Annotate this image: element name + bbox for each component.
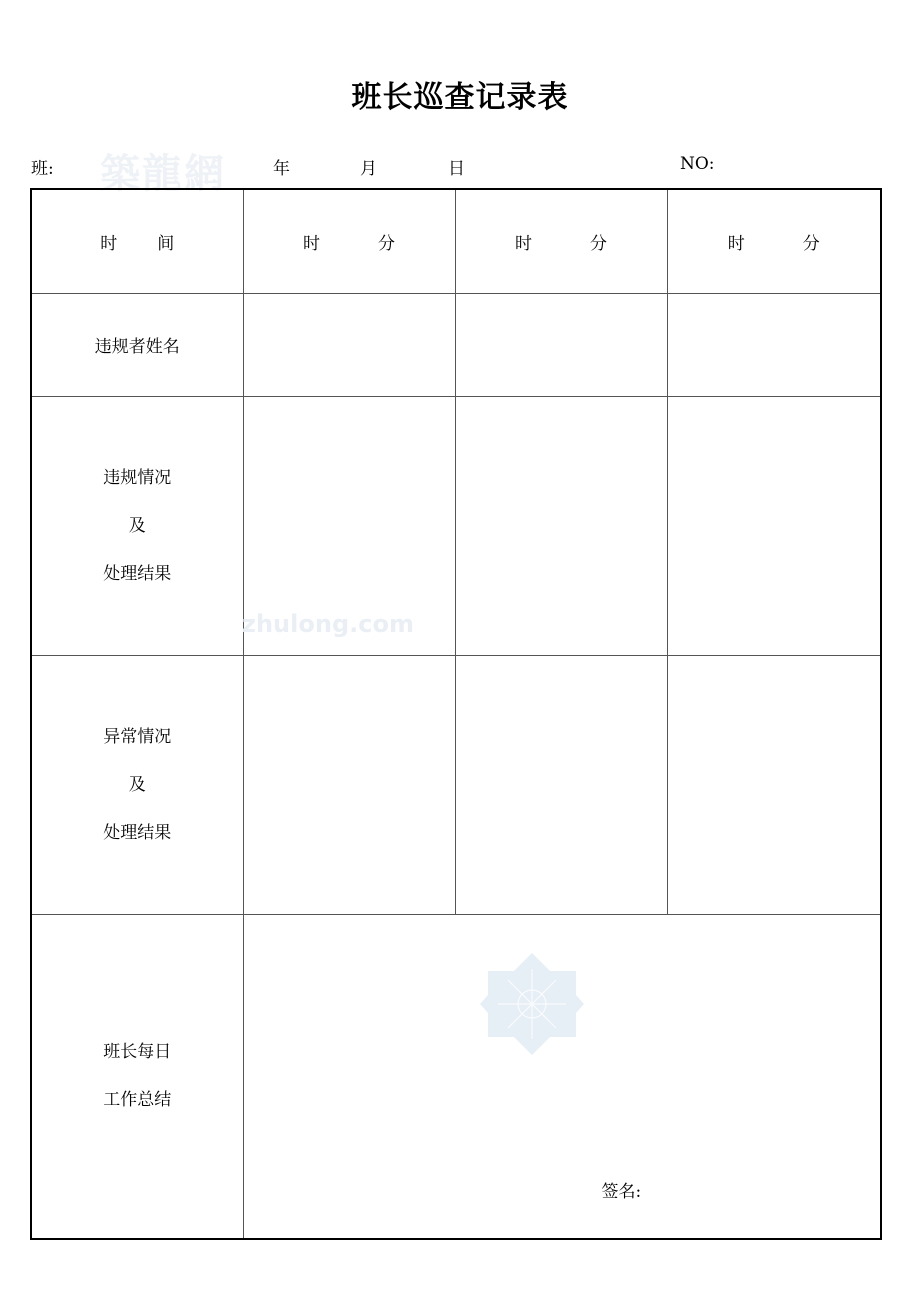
minute-label: 分 bbox=[802, 233, 820, 254]
anomaly-row bbox=[31, 655, 881, 914]
hour-label: 时 bbox=[303, 233, 320, 254]
anomaly-label-line3: 处理结果 bbox=[103, 822, 172, 843]
hour-label: 时 bbox=[727, 233, 745, 254]
violator-row bbox=[31, 293, 881, 396]
time-row bbox=[31, 189, 881, 293]
time-slot-2[interactable] bbox=[455, 189, 667, 293]
form-title: 班长巡查记录表 bbox=[351, 80, 569, 115]
time-header-cell bbox=[31, 189, 243, 293]
year-label: 年 bbox=[273, 159, 290, 179]
summary-label-cell bbox=[31, 914, 243, 1239]
time-slot-3[interactable] bbox=[667, 189, 881, 293]
violation-label-line3: 处理结果 bbox=[103, 563, 172, 584]
anomaly-label-line1: 异常情况 bbox=[103, 726, 172, 747]
violation-row bbox=[31, 396, 881, 655]
time-label-1: 时 bbox=[100, 233, 118, 254]
watermark-logo-icon bbox=[478, 951, 586, 1057]
watermark-text: 築龍網 bbox=[100, 150, 226, 197]
signature-label: 签名: bbox=[601, 1181, 642, 1202]
watermark-url: zhulong.com bbox=[242, 610, 414, 638]
anomaly-label-line2: 及 bbox=[128, 774, 146, 795]
violation-cell-3[interactable] bbox=[667, 396, 881, 655]
time-slot-1[interactable] bbox=[243, 189, 455, 293]
minute-label: 分 bbox=[378, 233, 395, 254]
violator-cell-2[interactable] bbox=[455, 293, 667, 396]
anomaly-cell-3[interactable] bbox=[667, 655, 881, 914]
anomaly-label-cell bbox=[31, 655, 243, 914]
violation-label-line2: 及 bbox=[128, 515, 146, 536]
violation-label-cell bbox=[31, 396, 243, 655]
patrol-record-table bbox=[30, 188, 882, 1240]
violator-cell-1[interactable] bbox=[243, 293, 455, 396]
day-label: 日 bbox=[448, 159, 465, 179]
class-label: 班: bbox=[31, 159, 54, 179]
month-label: 月 bbox=[360, 159, 377, 179]
hour-label: 时 bbox=[515, 233, 532, 254]
summary-label-line1: 班长每日 bbox=[103, 1042, 172, 1063]
number-label: NO: bbox=[680, 154, 715, 174]
anomaly-cell-1[interactable] bbox=[243, 655, 455, 914]
summary-label-line2: 工作总结 bbox=[103, 1090, 172, 1111]
anomaly-cell-2[interactable] bbox=[455, 655, 667, 914]
violator-cell-3[interactable] bbox=[667, 293, 881, 396]
time-label-2: 间 bbox=[157, 233, 175, 254]
violation-cell-2[interactable] bbox=[455, 396, 667, 655]
violator-label: 违规者姓名 bbox=[31, 293, 243, 396]
violation-label-line1: 违规情况 bbox=[103, 467, 172, 488]
minute-label: 分 bbox=[590, 233, 607, 254]
summary-row bbox=[31, 914, 881, 1239]
